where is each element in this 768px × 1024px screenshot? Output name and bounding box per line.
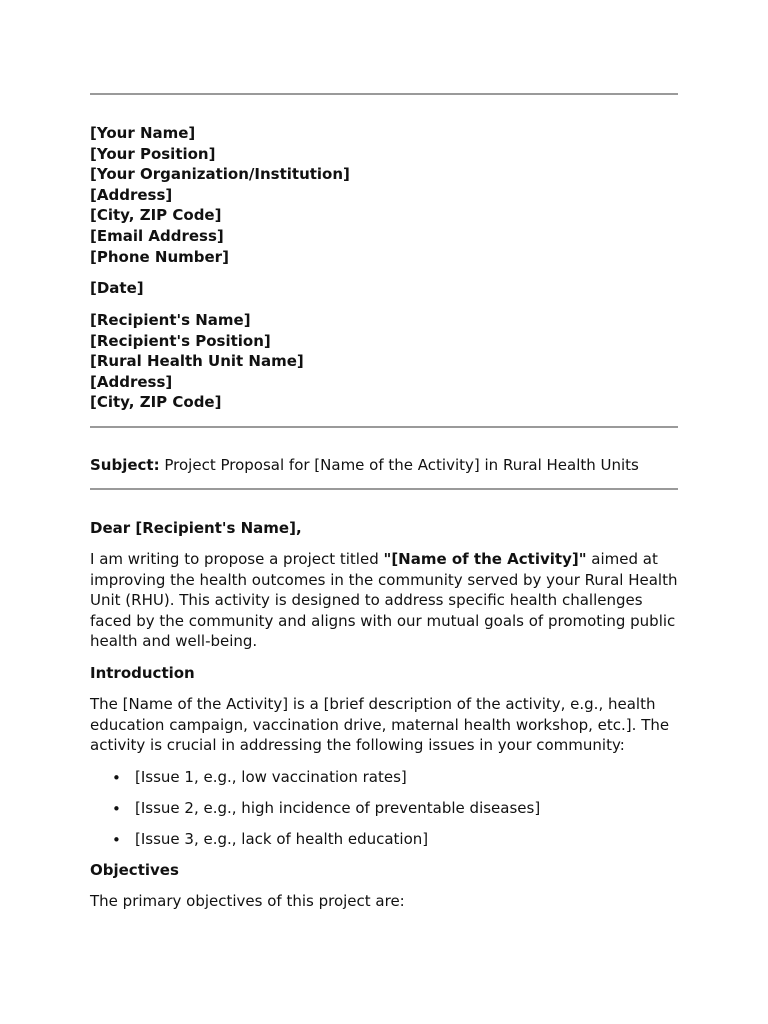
objectives-intro: The primary objectives of this project are: [90, 892, 405, 910]
bullet-icon: • [112, 831, 121, 849]
sender-address: [Address] [90, 185, 173, 204]
subject-bottom-divider [90, 488, 678, 490]
objectives-heading: Objectives [90, 861, 179, 879]
recipient-unit: [Rural Health Unit Name] [90, 352, 304, 371]
intro-paragraph [90, 549, 678, 652]
introduction-paragraph: The [Name of the Activity] is a [brief description of the activity, e.g., health education campaign, vaccination drive, maternal health workshop, etc.]. The activity is crucial in addressing the following issues in your community: [90, 695, 670, 755]
sender-email: [Email Address] [90, 227, 224, 245]
issue-text: [Issue 1, e.g., low vaccination rates] [135, 768, 407, 786]
bullet-icon: • [112, 769, 121, 787]
issue-text: [Issue 3, e.g., lack of health education] [135, 830, 429, 848]
subject-line [90, 455, 639, 476]
top-divider [90, 93, 678, 95]
introduction-heading: Introduction [90, 664, 195, 682]
issue-text: [Issue 2, e.g., high incidence of preventable diseases] [135, 799, 541, 817]
bullet-icon: • [112, 800, 121, 818]
subject-top-divider [90, 426, 678, 428]
recipient-address: [Address] [90, 372, 173, 391]
sender-city-zip: [City, ZIP Code] [90, 206, 222, 225]
recipient-position: [Recipient's Position] [90, 331, 271, 350]
intro-text-start: I am writing to propose a project titled [90, 550, 384, 568]
salutation: Dear [Recipient's Name], [90, 519, 302, 537]
letter-date: [Date] [90, 279, 144, 297]
subject-label: Subject: [90, 456, 160, 474]
subject-text: Project Proposal for [Name of the Activity] in Rural Health Units [164, 456, 639, 474]
activity-title: "[Name of the Activity]" [383, 550, 587, 568]
recipient-name: [Recipient's Name] [90, 311, 251, 329]
recipient-city-zip: [City, ZIP Code] [90, 393, 222, 412]
sender-phone: [Phone Number] [90, 247, 229, 266]
sender-organization: [Your Organization/Institution] [90, 165, 350, 184]
sender-name: [Your Name] [90, 124, 196, 142]
sender-position: [Your Position] [90, 144, 216, 163]
intro-text-end: aimed at improving the health outcomes in the community served by your Rural Health Unit (RHU). This activity is designed to address specific health challenges faced by the community and aligns with our mutual goals of promoting public health and well-being. [90, 550, 678, 651]
